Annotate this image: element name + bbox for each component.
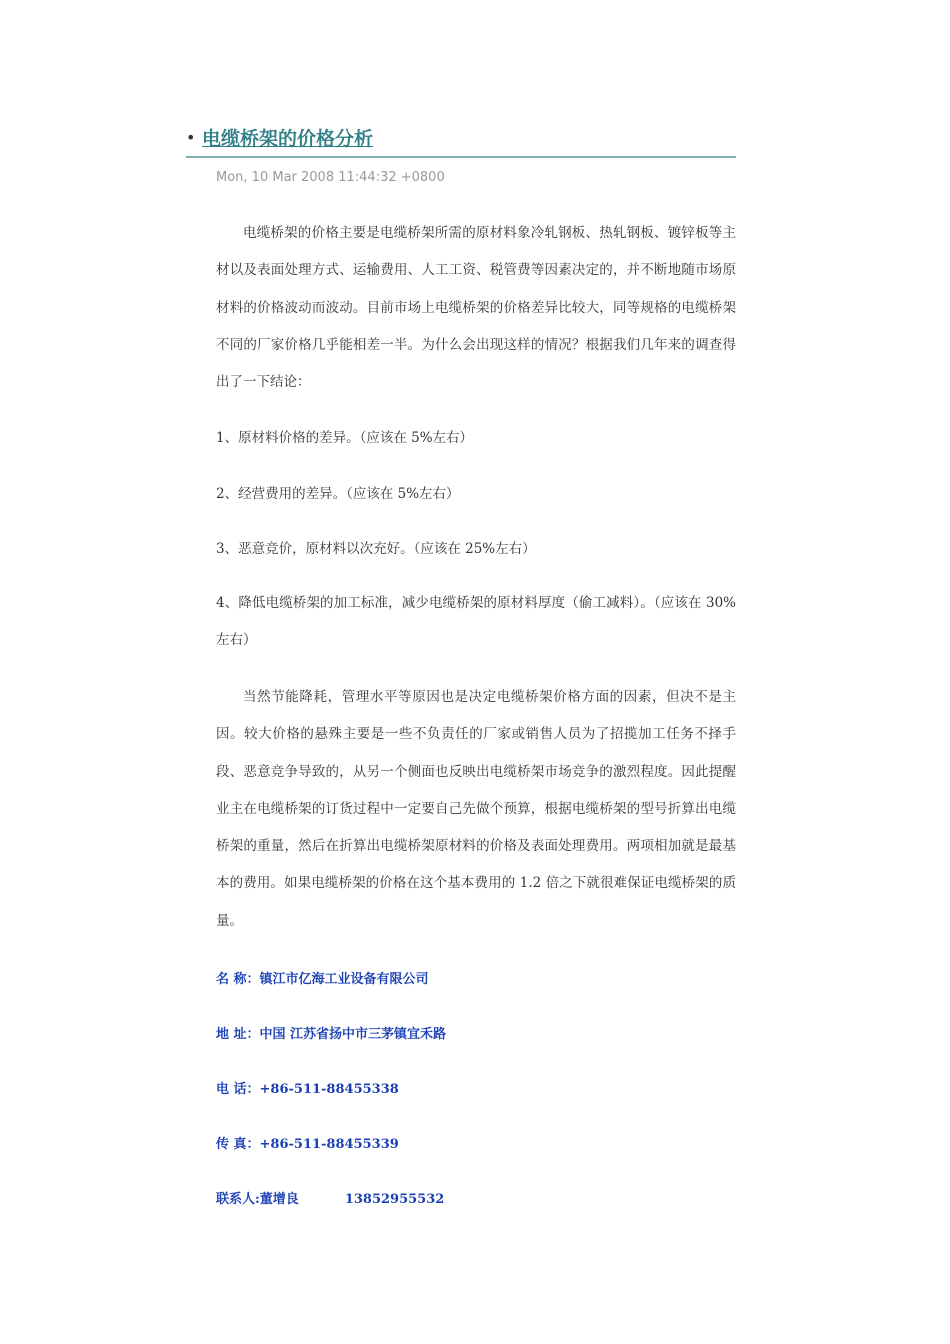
point-4: 4、降低电缆桥架的加工标准，减少电缆桥架的原材料厚度（偷工减料）。（应该在 30%左右）: [216, 595, 736, 649]
company-address: 地 址：中国 江苏省扬中市三茅镇宜禾路: [216, 1027, 447, 1042]
point-3: 3、恶意竞价，原材料以次充好。（应该在 25%左右）: [216, 541, 536, 557]
contact-person: [216, 1188, 444, 1207]
contact-person-label: 联系人:董增良: [216, 1192, 299, 1207]
company-phone: 电 话：+86-511-88455338: [216, 1082, 399, 1097]
point-2: 2、经营费用的差异。（应该在 5%左右）: [216, 486, 460, 502]
company-name: 名 称：镇江市亿海工业设备有限公司: [216, 972, 429, 987]
conclusion-paragraph: 当然节能降耗，管理水平等原因也是决定电缆桥架价格方面的因素，但决不是主因。较大价格的悬殊主要是一些不负责任的厂家或销售人员为了招揽加工任务不择手段、恶意竞争导致的，从另一个侧面也反映出电缆桥架市场竞争的激烈程度。因此提醒业主在电缆桥架的订货过程中一定要自己先做个预算，根据电缆桥架的型号折算出电缆桥架的重量，然后在折算出电缆桥架原材料的价格及表面处理费用。两项相加就是最基本的费用。如果电缆桥架的价格在这个基本费用的 1.2 倍之下就很难保证电缆桥架的质量。: [216, 689, 736, 929]
bullet-icon: •: [186, 128, 196, 147]
post-title-row: [186, 124, 736, 158]
company-fax: 传 真：+86-511-88455339: [216, 1137, 399, 1152]
post-title-link[interactable]: 电缆桥架的价格分析: [202, 128, 374, 150]
contact-person-mobile: 13852955532: [344, 1192, 445, 1207]
intro-paragraph: 电缆桥架的价格主要是电缆桥架所需的原材料象冷轧钢板、热轧钢板、镀锌板等主材以及表面处理方式、运输费用、人工工资、税管费等因素决定的，并不断地随市场原材料的价格波动而波动。目前市场上电缆桥架的价格差异比较大，同等规格的电缆桥架不同的厂家价格几乎能相差一半。为什么会出现这样的情况？根据我们几年来的调查得出了一下结论：: [216, 225, 736, 391]
point-1: 1、原材料价格的差异。（应该在 5%左右）: [216, 430, 474, 446]
post-date: Mon, 10 Mar 2008 11:44:32 +0800: [216, 170, 445, 185]
